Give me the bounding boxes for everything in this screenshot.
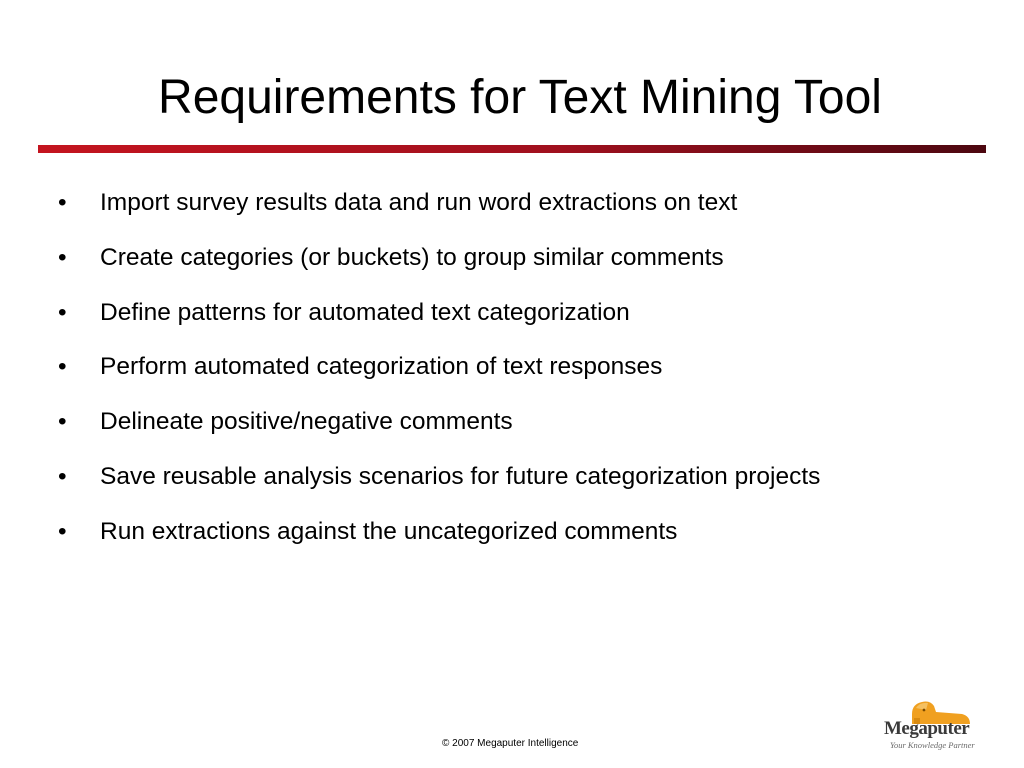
bullet-glyph: • bbox=[58, 462, 67, 490]
bullet-glyph: • bbox=[58, 353, 67, 381]
bullet-item bbox=[58, 180, 998, 235]
bullet-glyph: • bbox=[58, 408, 67, 436]
bullet-text: Save reusable analysis scenarios for future categorization projects bbox=[100, 462, 821, 490]
bullet-item bbox=[58, 509, 998, 564]
bullet-item bbox=[58, 399, 998, 454]
bullet-glyph: • bbox=[58, 243, 67, 271]
copyright-footer: © 2007 Megaputer Intelligence bbox=[442, 738, 579, 749]
bullet-text: Import survey results data and run word extractions on text bbox=[100, 189, 738, 216]
bullet-text: Perform automated categorization of text responses bbox=[100, 353, 663, 381]
bullet-text: Define patterns for automated text categorization bbox=[100, 298, 630, 326]
logo-tagline: Your Knowledge Partner bbox=[890, 740, 975, 750]
bullet-text: Create categories (or buckets) to group similar comments bbox=[100, 243, 724, 271]
megaputer-logo bbox=[884, 698, 978, 754]
bullet-item bbox=[58, 290, 998, 345]
bullet-list bbox=[58, 180, 998, 564]
slide-title: Requirements for Text Mining Tool bbox=[158, 71, 882, 124]
bullet-item bbox=[58, 454, 998, 509]
bullet-item bbox=[58, 235, 998, 290]
bullet-text: Delineate positive/negative comments bbox=[100, 408, 513, 436]
bullet-item bbox=[58, 344, 998, 399]
bullet-glyph: • bbox=[58, 517, 67, 545]
bullet-glyph: • bbox=[58, 189, 67, 216]
bullet-text: Run extractions against the uncategorized comments bbox=[100, 517, 678, 545]
title-divider bbox=[38, 145, 986, 153]
bullet-glyph: • bbox=[58, 298, 67, 326]
logo-name: Megaputer bbox=[884, 718, 970, 739]
